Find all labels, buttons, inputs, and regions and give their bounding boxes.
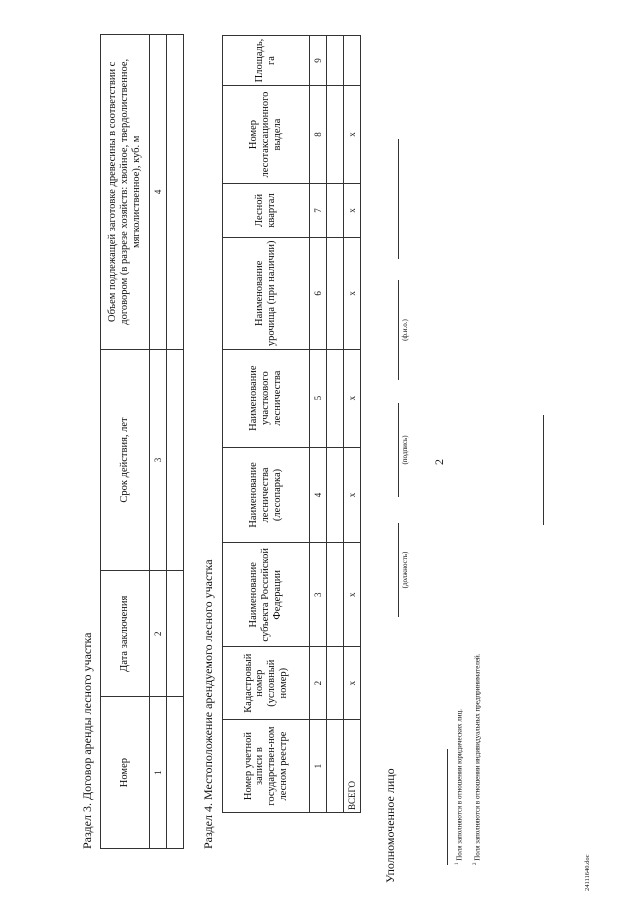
header-tract: Наименование урочища (при наличии): [223, 237, 310, 349]
page-number: 2: [432, 459, 446, 465]
table-cell: [327, 86, 344, 184]
section3-title: Раздел 3. Договор аренды лесного участка: [80, 632, 94, 849]
total-row: [344, 36, 361, 813]
location-table: [222, 35, 361, 813]
table-cell: [167, 571, 184, 697]
lease-contract-table: [100, 34, 184, 849]
extra-line: [398, 139, 399, 259]
table-header-row: [101, 35, 150, 849]
table-cell: [327, 543, 344, 647]
total-cell: х: [344, 349, 361, 447]
header-allotment: Номер лесотаксационного выдела: [223, 86, 310, 184]
column-number: 9: [310, 36, 327, 86]
header-subject: Наименование субъекта Российской Федерации: [223, 543, 310, 647]
column-number: 5: [310, 349, 327, 447]
header-cadastral-number: Кадастровый номер (условный номер): [223, 647, 310, 720]
header-area: Площадь, га: [223, 36, 310, 86]
table-cell: [167, 697, 184, 849]
footnote-rule: [447, 749, 448, 865]
header-number: Номер: [101, 697, 150, 849]
column-number-row: [150, 35, 167, 849]
total-cell: х: [344, 86, 361, 184]
total-cell: [344, 36, 361, 86]
column-number: 3: [150, 349, 167, 571]
table-row: [327, 36, 344, 813]
header-volume: Объем подлежащей заготовке древесины в соответствии с договором (в разрезе хозяйств: хвойное, твердолиственное, мягколиственное), куб. м: [101, 35, 150, 350]
column-number: 3: [310, 543, 327, 647]
table-cell: [327, 237, 344, 349]
total-label: ВСЕГО: [344, 720, 361, 813]
name-caption: (ф.и.о.): [401, 319, 409, 341]
column-number: 7: [310, 184, 327, 238]
table-cell: [327, 647, 344, 720]
column-number: 2: [150, 571, 167, 697]
column-number: 8: [310, 86, 327, 184]
document-id: 24111640.doc: [584, 854, 591, 891]
column-number: 2: [310, 647, 327, 720]
footnote-1: $^1$ Поля заполняются в отношении юридических лиц.: [455, 708, 464, 865]
extra-line: [543, 415, 544, 525]
position-line: [398, 523, 399, 617]
table-header-row: [223, 36, 310, 813]
total-cell: х: [344, 647, 361, 720]
signature-caption: (подпись): [401, 435, 409, 465]
header-quarter: Лесной квартал: [223, 184, 310, 238]
column-number: 6: [310, 237, 327, 349]
table-cell: [327, 720, 344, 813]
column-number-row: [310, 36, 327, 813]
position-caption: (должность): [401, 551, 409, 589]
table-cell: [327, 36, 344, 86]
header-date: Дата заключения: [101, 571, 150, 697]
table-cell: [327, 349, 344, 447]
column-number: 4: [150, 35, 167, 350]
name-line: [398, 280, 399, 380]
header-registry-number: Номер учетной записи в государствен-ном лесном реестре: [223, 720, 310, 813]
header-district-forestry: Наименование участкового лесничества: [223, 349, 310, 447]
authorized-person-label: Уполномоченное лицо: [383, 768, 397, 883]
table-cell: [327, 447, 344, 543]
column-number: 4: [310, 447, 327, 543]
column-number: 1: [150, 697, 167, 849]
column-number: 1: [310, 720, 327, 813]
section4-title: Раздел 4. Местоположение арендуемого лесного участка: [201, 559, 215, 849]
footnote-2: $^2$ Поля заполняются в отношении индивидуальных предпринимателей.: [473, 653, 482, 865]
table-cell: [167, 349, 184, 571]
signature-line: [398, 403, 399, 497]
header-forestry: Наименование лесничества (лесопарка): [223, 447, 310, 543]
total-cell: х: [344, 184, 361, 238]
total-cell: х: [344, 543, 361, 647]
table-cell: [167, 35, 184, 350]
table-row: [167, 35, 184, 849]
table-cell: [327, 184, 344, 238]
total-cell: х: [344, 447, 361, 543]
total-cell: х: [344, 237, 361, 349]
header-term: Срок действия, лет: [101, 349, 150, 571]
